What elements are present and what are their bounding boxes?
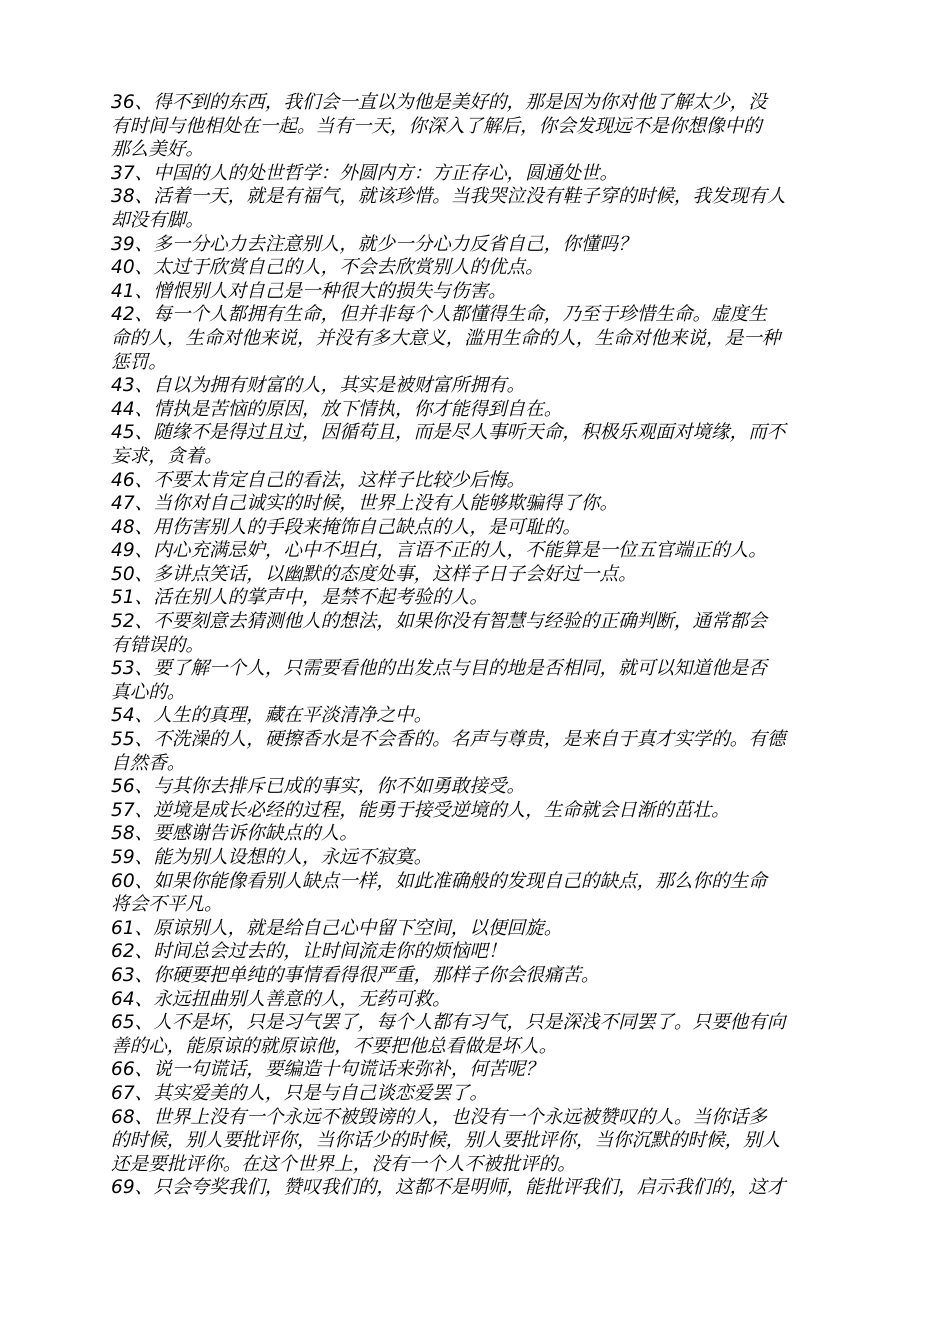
text-line: 69、只会夸奖我们，赞叹我们的，这都不是明师，能批评我们，启示我们的，这才 (111, 1177, 786, 1199)
document-page (111, 91, 873, 1224)
text-line (111, 1200, 873, 1224)
text-line: 53、要了解一个人，只需要看他的出发点与目的地是否相同，就可以知道他是否 (111, 658, 767, 680)
text-line: 66、说一句谎话，要编造十句谎话来弥补，何苦呢？ (111, 1059, 544, 1081)
text-line: 那么美好。 (111, 139, 204, 161)
text-line: 67、其实爱美的人，只是与自己谈恋爱罢了。 (111, 1082, 488, 1104)
text-line: 65、人不是坏，只是习气罢了，每个人都有习气，只是深浅不同罢了。只要他有向 (111, 1012, 786, 1034)
text-line: 58、要感谢告诉你缺点的人。 (111, 823, 358, 845)
text-line: 还是要批评你。在这个世界上，没有一个人不被批评的。 (111, 1153, 576, 1175)
text-line: 55、不洗澡的人，硬擦香水是不会香的。名声与尊贵，是来自于真才实学的。有德 (111, 729, 786, 751)
text-line: 64、永远扭曲别人善意的人，无药可救。 (111, 988, 451, 1010)
text-line: 40、太过于欣赏自己的人，不会去欣赏别人的优点。 (111, 257, 544, 279)
text-line: 63、你硬要把单纯的事情看得很严重，那样子你会很痛苦。 (111, 964, 600, 986)
text-line: 命的人，生命对他来说，并没有多大意义，滥用生命的人，生命对他来说，是一种 (111, 327, 781, 349)
text-line: 36、得不到的东西，我们会一直以为他是美好的，那是因为你对他了解太少，没 (111, 92, 767, 113)
text-line: 52、不要刻意去猜测他人的想法，如果你没有智慧与经验的正确判断，通常都会 (111, 611, 767, 633)
text-line: 47、当你对自己诚实的时候，世界上没有人能够欺骗得了你。 (111, 493, 619, 515)
text-line: 54、人生的真理，藏在平淡清净之中。 (111, 705, 433, 727)
text-line: 43、自以为拥有财富的人，其实是被财富所拥有。 (111, 375, 526, 397)
text-line: 真心的。 (111, 681, 186, 703)
text-line: 46、不要太肯定自己的看法，这样子比较少后悔。 (111, 469, 526, 491)
text-line: 有时间与他相处在一起。当有一天，你深入了解后，你会发现远不是你想像中的 (111, 115, 762, 137)
text-line: 59、能为别人设想的人，永远不寂寞。 (111, 847, 433, 868)
text-line: 自然香。 (111, 752, 186, 774)
text-line: 68、世界上没有一个永远不被毁谤的人，也没有一个永远被赞叹的人。当你话多 (111, 1106, 767, 1128)
text-line: 50、多讲点笑话，以幽默的态度处事，这样子日子会好过一点。 (111, 563, 637, 585)
text-line: 48、用伤害别人的手段来掩饰自己缺点的人，是可耻的。 (111, 516, 581, 538)
text-line: 37、中国的人的处世哲学：外圆内方：方正存心，圆通处世。 (111, 162, 619, 184)
text-line: 妄求，贪着。 (111, 445, 223, 467)
text-line: 38、活着一天，就是有福气，就该珍惜。当我哭泣没有鞋子穿的时候，我发现有人 (111, 186, 786, 208)
text-line: 的时候，别人要批评你，当你话少的时候，别人要批评你，当你沉默的时候，别人 (111, 1130, 781, 1152)
text-line: 57、逆境是成长必经的过程，能勇于接受逆境的人，生命就会日渐的茁壮。 (111, 799, 730, 821)
text-line: 39、多一分心力去注意别人，就少一分心力反省自己，你懂吗？ (111, 233, 637, 255)
text-line: 62、时间总会过去的，让时间流走你的烦恼吧！ (111, 941, 507, 963)
text-line: 42、每一个人都拥有生命，但并非每个人都懂得生命，乃至于珍惜生命。虚度生 (111, 304, 767, 326)
text-line: 51、活在别人的掌声中，是禁不起考验的人。 (111, 587, 488, 609)
text-line: 44、情执是苦恼的原因，放下情执，你才能得到自在。 (111, 398, 563, 420)
text-line: 41、憎恨别人对自己是一种很大的损失与伤害。 (111, 280, 507, 302)
text-line: 惩罚。 (111, 351, 167, 373)
text-line: 有错误的。 (111, 634, 204, 656)
text-line: 49、内心充满忌妒，心中不坦白，言语不正的人，不能算是一位五官端正的人。 (111, 540, 767, 562)
text-line: 善的心，能原谅的就原谅他，不要把他总看做是坏人。 (111, 1035, 558, 1057)
text-line: 却没有脚。 (111, 209, 204, 231)
text-line: 61、原谅别人，就是给自己心中留下空间，以便回旋。 (111, 917, 563, 939)
text-line: 将会不平凡。 (111, 894, 223, 916)
text-line: 56、与其你去排斥已成的事实，你不如勇敢接受。 (111, 776, 526, 798)
text-line: 45、随缘不是得过且过，因循苟且，而是尽人事听天命，积极乐观面对境缘，而不 (111, 422, 786, 444)
text-line: 60、如果你能像看别人缺点一样，如此准确般的发现自己的缺点，那么你的生命 (111, 870, 767, 892)
